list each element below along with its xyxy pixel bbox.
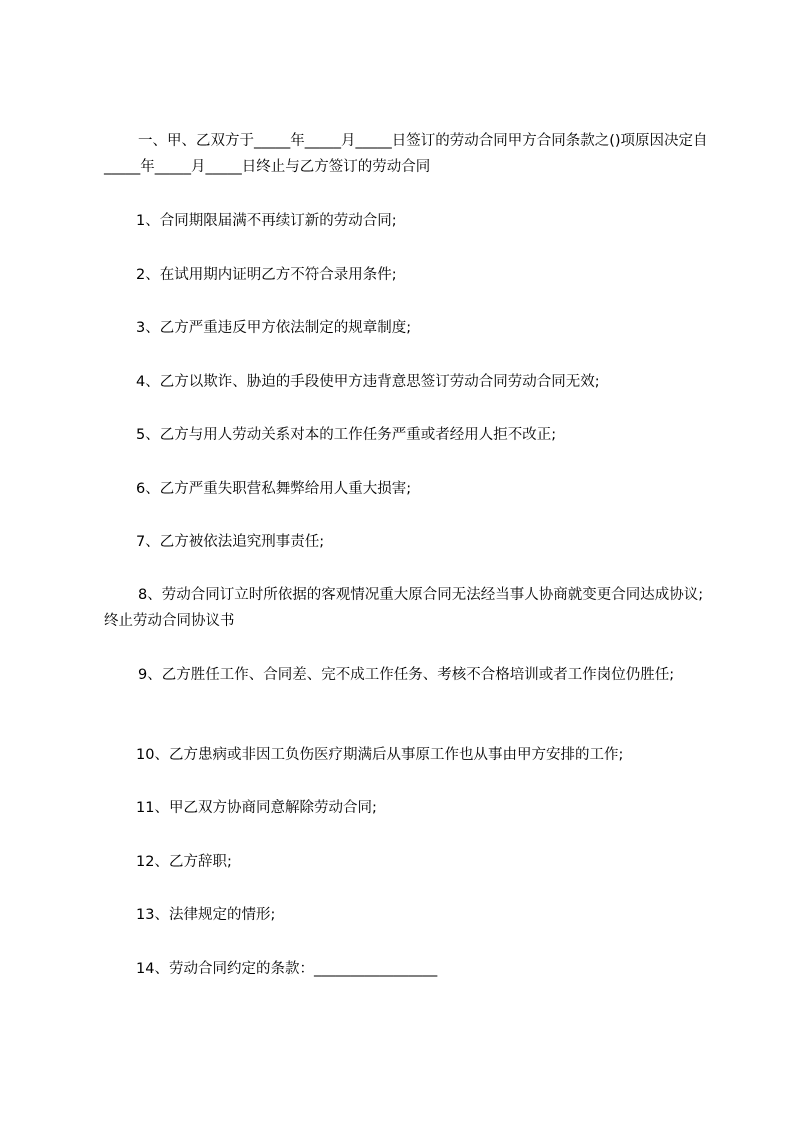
clause-item-10: 10、乙方患病或非因工负伤医疗期满后从事原工作也从事由甲方安排的工作; [136, 747, 624, 763]
clause-item-12: 12、乙方辞职; [136, 854, 232, 870]
clause-item-4: 4、乙方以欺诈、胁迫的手段使甲方违背意思签订劳动合同劳动合同无效; [136, 374, 600, 390]
clause-item-5: 5、乙方与用人劳动关系对本的工作任务严重或者经用人拒不改正; [136, 427, 557, 443]
clause-item-3: 3、乙方严重违反甲方依法制定的规章制度; [136, 320, 412, 336]
clause-item-11: 11、甲乙双方协商同意解除劳动合同; [136, 800, 377, 816]
intro-paragraph: 一、甲、乙双方于_____年_____月_____日签订的劳动合同甲方合同条款之()项原因决定自_____年_____月_____日终止与乙方签订的劳动合同 [104, 133, 708, 175]
clause-item-6: 6、乙方严重失职营私舞弊给用人重大损害; [136, 481, 412, 497]
clause-item-14: 14、劳动合同约定的条款：_________________ [136, 961, 438, 977]
clause-item-8: 8、劳动合同订立时所依据的客观情况重大原合同无法经当事人协商就变更合同达成协议;终止劳动合同协议书 [104, 587, 704, 629]
clause-item-7: 7、乙方被依法追究刑事责任; [136, 534, 325, 550]
clause-item-2: 2、在试用期内证明乙方不符合录用条件; [136, 267, 397, 283]
clause-item-1: 1、合同期限届满不再续订新的劳动合同; [136, 213, 397, 229]
clause-item-9: 9、乙方胜任工作、合同差、完不成工作任务、考核不合格培训或者工作岗位仍胜任; [138, 667, 675, 683]
clause-item-13: 13、法律规定的情形; [136, 907, 276, 923]
